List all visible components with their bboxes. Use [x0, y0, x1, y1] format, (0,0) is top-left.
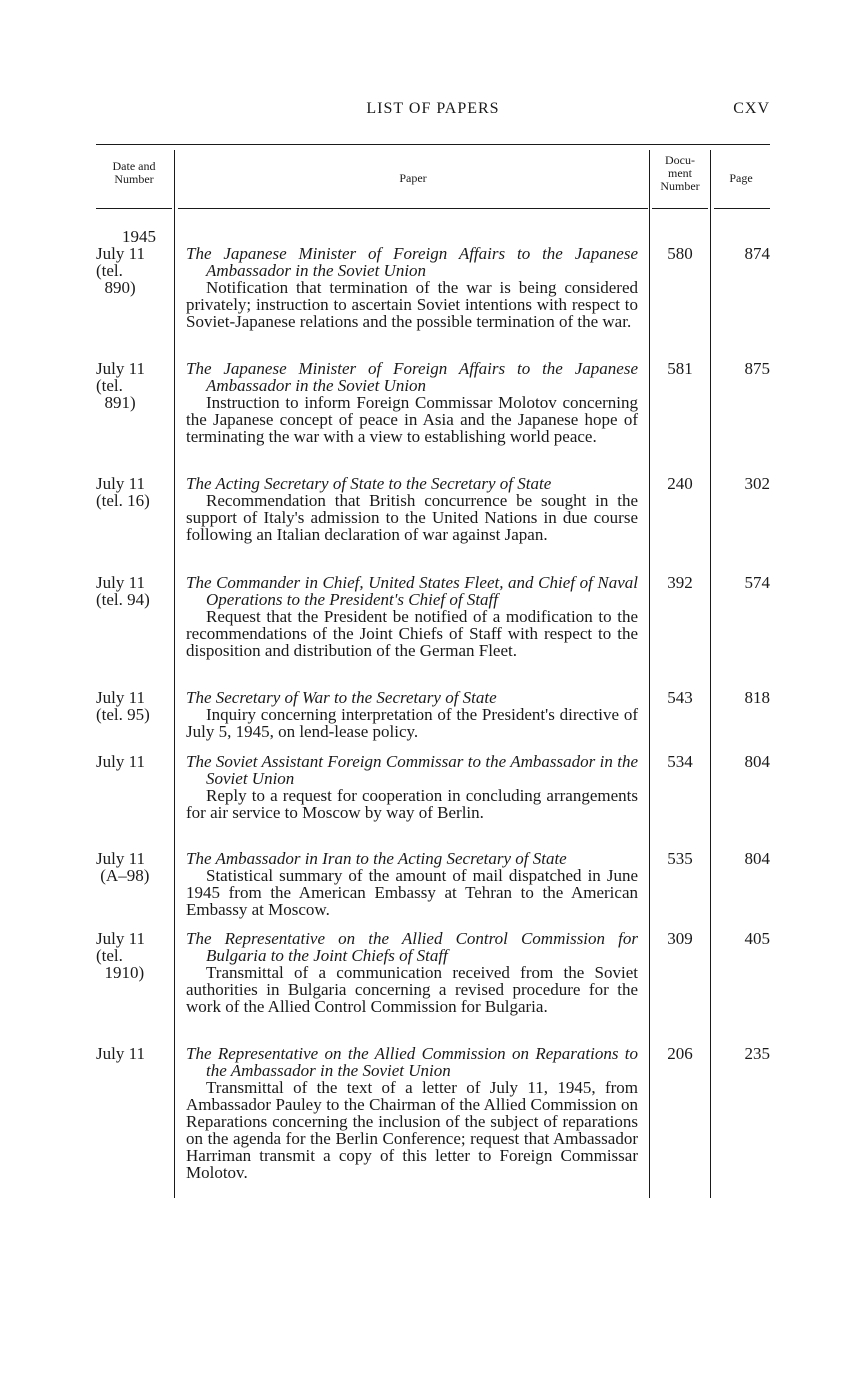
- entry-page-number: 804: [744, 752, 770, 771]
- column-header-date-line1: Date and: [112, 159, 156, 173]
- column-header-document-line3: Number: [660, 179, 700, 193]
- entry-page-number: 302: [744, 474, 770, 493]
- entry-document-number: 535: [667, 849, 693, 868]
- entry-paper: [186, 245, 638, 330]
- entry-page-number: 875: [744, 359, 770, 378]
- entry-date: July 11 (tel. 16): [96, 474, 150, 510]
- year-label: 1945: [122, 227, 156, 246]
- column-header-paper: Paper: [399, 171, 427, 185]
- column-divider-document-page: [710, 150, 711, 1198]
- entry-description: Inquiry concerning interpretation of the President's directive of July 5, 1945, on lend-lease policy.: [186, 705, 638, 741]
- entry-document-number: 206: [667, 1044, 693, 1063]
- entry-description: Instruction to inform Foreign Commissar Molotov concerning the Japanese concept of peace in Asia and the Japanese hope of terminating the war with a view to establishing world peace.: [186, 393, 638, 446]
- entry-title: The Representative on the Allied Commission on Reparations to the Ambassador in the Soviet Union: [186, 1044, 638, 1080]
- entry-page-number: 574: [744, 573, 770, 592]
- entry-title: The Commander in Chief, United States Fleet, and Chief of Naval Operations to the President's Chief of Staff: [186, 573, 638, 609]
- column-header-document-line1: Docu-: [665, 153, 695, 167]
- header-bottom-rule-paper: [178, 208, 648, 209]
- entry-description: Statistical summary of the amount of mail dispatched in June 1945 from the American Embassy at Tehran to the American Embassy at Moscow.: [186, 866, 638, 919]
- column-header-document-line2: ment: [668, 166, 692, 180]
- entry-paper: [186, 1045, 638, 1181]
- column-header-date: [96, 160, 172, 186]
- entry-page-number: 804: [744, 849, 770, 868]
- entry-title: The Acting Secretary of State to the Secretary of State: [186, 474, 552, 493]
- entry-page-number: 818: [744, 688, 770, 707]
- entry-document-number: 392: [667, 573, 693, 592]
- header-bottom-rule-document: [652, 208, 708, 209]
- entry-date: July 11: [96, 752, 145, 771]
- entry-date: July 11 (tel. 95): [96, 688, 150, 724]
- entry-description: Reply to a request for cooperation in concluding arrangements for air service to Moscow by way of Berlin.: [186, 786, 638, 822]
- running-header: [96, 100, 770, 122]
- entry-paper: [186, 850, 638, 918]
- entry-description: Transmittal of a communication received from the Soviet authorities in Bulgaria concerning a revised procedure for the work of the Allied Control Commission for Bulgaria.: [186, 963, 638, 1016]
- entry-title: The Japanese Minister of Foreign Affairs to the Japanese Ambassador in the Soviet Union: [186, 244, 638, 280]
- entry-description: Notification that termination of the war is being considered privately; instruction to ascertain Soviet intentions with respect to Soviet-Japanese relations and the possible termination of the war.: [186, 278, 638, 331]
- column-header-document: [650, 154, 710, 193]
- entry-description: Transmittal of the text of a letter of July 11, 1945, from Ambassador Pauley to the Chairman of the Allied Commission on Reparations concerning the inclusion of the subject of reparations on the agenda for the Berlin Conference; request that Ambassador Harriman transmit a copy of this letter to Foreign Commissar Molotov.: [186, 1078, 638, 1182]
- entry-paper: [186, 574, 638, 659]
- entry-page-number: 235: [744, 1044, 770, 1063]
- entry-document-number: 309: [667, 929, 693, 948]
- entry-document-number: 580: [667, 244, 693, 263]
- column-header-date-line2: Number: [114, 172, 154, 186]
- header-bottom-rule-page: [714, 208, 770, 209]
- entry-paper: [186, 689, 638, 740]
- running-title: LIST OF PAPERS: [366, 100, 500, 117]
- column-divider-paper-document: [649, 150, 650, 1198]
- entry-document-number: 581: [667, 359, 693, 378]
- entry-description: Request that the President be notified of a modification to the recommendations of the Joint Chiefs of Staff with respect to the disposition and distribution of the German Fleet.: [186, 607, 638, 660]
- entry-date: July 11: [96, 1044, 145, 1063]
- entry-title: The Ambassador in Iran to the Acting Secretary of State: [186, 849, 567, 868]
- column-divider-date-paper: [174, 150, 175, 1198]
- entry-description: Recommendation that British concurrence be sought in the support of Italy's admission to the United Nations in due course following an Italian declaration of war against Japan.: [186, 491, 638, 544]
- entry-paper: [186, 930, 638, 1015]
- entry-document-number: 543: [667, 688, 693, 707]
- entry-document-number: 240: [667, 474, 693, 493]
- header-top-rule: [96, 144, 770, 145]
- entry-paper: [186, 753, 638, 821]
- entry-page-number: 874: [744, 244, 770, 263]
- page-number-roman: CXV: [733, 100, 770, 117]
- column-header-page: Page: [729, 171, 753, 185]
- entry-title: The Soviet Assistant Foreign Commissar to the Ambassador in the Soviet Union: [186, 752, 638, 788]
- entry-date: July 11 (tel. 94): [96, 573, 150, 609]
- entry-document-number: 534: [667, 752, 693, 771]
- entry-date: July 11 (A–98): [96, 849, 150, 885]
- entry-paper: [186, 360, 638, 445]
- entry-title: The Secretary of War to the Secretary of State: [186, 688, 497, 707]
- entry-date: July 11 (tel. 890): [96, 244, 145, 297]
- entry-title: The Representative on the Allied Control Commission for Bulgaria to the Joint Chiefs of Staff: [186, 929, 638, 965]
- header-bottom-rule-date: [96, 208, 172, 209]
- entry-title: The Japanese Minister of Foreign Affairs to the Japanese Ambassador in the Soviet Union: [186, 359, 638, 395]
- entry-date: July 11 (tel. 891): [96, 359, 145, 412]
- entry-paper: [186, 475, 638, 543]
- entry-page-number: 405: [744, 929, 770, 948]
- entry-date: July 11 (tel. 1910): [96, 929, 145, 982]
